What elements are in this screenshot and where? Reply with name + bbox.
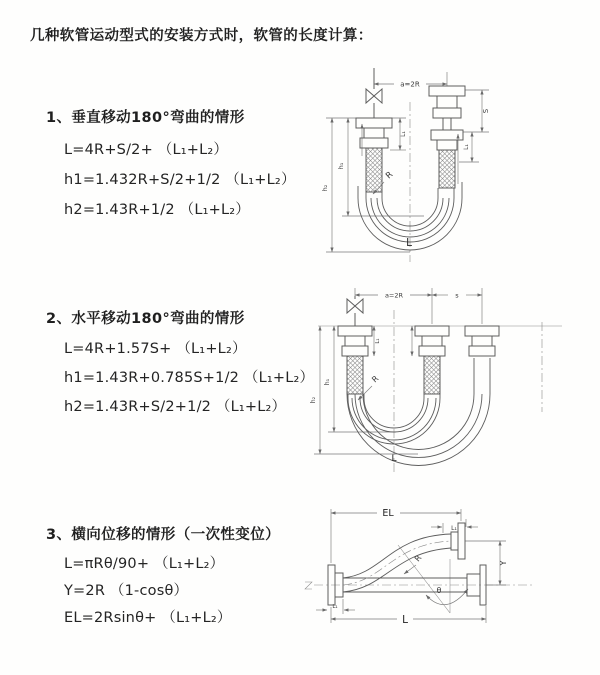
dimension-lines xyxy=(314,288,482,454)
dim-label-h2: h₂ xyxy=(321,184,329,192)
upper-right-flange xyxy=(458,523,465,559)
section1-formula-l: L=4R+S/2+ （L₁+L₂） xyxy=(64,142,229,158)
section3-heading: 3、横向位移的情形（一次性变位） xyxy=(46,527,280,543)
dim-label-s: s xyxy=(455,291,459,300)
radius-label: R xyxy=(412,553,424,564)
angle-theta-label: θ xyxy=(436,586,442,595)
valve-icon xyxy=(366,89,382,103)
page-title: 几种软管运动型式的安装方式时，软管的长度计算： xyxy=(30,28,373,44)
dim-label-l1: L₁ xyxy=(375,338,381,344)
dim-label-l1-right: L₁ xyxy=(463,144,470,150)
centerlines xyxy=(305,582,533,589)
dim-label-el: EL xyxy=(382,508,394,519)
braided-hose-middle xyxy=(424,356,440,394)
section2-formula-l: L=4R+1.57S+ （L₁+L₂） xyxy=(64,341,247,357)
section1-formula-h1: h1=1.432R+S/2+1/2 （L₁+L₂） xyxy=(64,172,296,188)
dim-label-a2r: a=2R xyxy=(400,80,420,89)
dim-label-l1-top: L₁ xyxy=(451,525,457,532)
dim-label-s: S xyxy=(482,108,490,114)
section2-formula-h2: h2=1.43R+S/2+1/2 （L₁+L₂） xyxy=(64,399,287,415)
pipe-fittings xyxy=(338,296,499,394)
radius-label: R xyxy=(384,169,396,182)
dimension-lines xyxy=(316,509,506,623)
radius-label: R xyxy=(370,373,381,385)
diagram1-vertical-180-bend xyxy=(312,66,547,266)
flanges-and-pipes xyxy=(328,523,486,605)
section3-formula-l: L=πRθ/90+ （L₁+L₂） xyxy=(64,556,225,572)
section3-formula-el: EL=2Rsinθ+ （L₁+L₂） xyxy=(64,610,232,626)
centerline-break-symbol xyxy=(305,582,312,589)
dim-label-a2r: a=2R xyxy=(384,291,404,300)
dim-label-l1-left: L₁ xyxy=(332,604,338,610)
u-bend-hoses xyxy=(347,358,490,466)
braided-hose-right xyxy=(439,150,455,188)
dim-label-h1: h₁ xyxy=(337,162,345,170)
diagram3-labels xyxy=(332,508,508,626)
length-label: L xyxy=(391,454,397,464)
length-label: L xyxy=(406,237,412,249)
braided-hose-left xyxy=(366,148,382,192)
section2-formula-h1: h1=1.43R+0.785S+1/2 （L₁+L₂） xyxy=(64,370,315,386)
dim-label-h2: h₂ xyxy=(310,396,317,404)
s-curve-hose xyxy=(343,534,451,592)
diagram1-labels xyxy=(321,81,490,250)
diagram2-horizontal-180-bend xyxy=(310,282,590,477)
valve-icon xyxy=(347,299,363,313)
length-label: L xyxy=(402,614,408,626)
diagram3-lateral-displacement xyxy=(298,503,593,648)
section2-heading: 2、水平移动180°弯曲的情形 xyxy=(46,311,245,327)
braided-hose-left xyxy=(347,356,363,394)
dim-label-h1: h₁ xyxy=(324,378,331,386)
dim-label-l1-left: L₁ xyxy=(400,131,407,137)
dim-label-y: Y xyxy=(499,560,508,566)
section1-heading: 1、垂直移动180°弯曲的情形 xyxy=(46,110,245,126)
section1-formula-h2: h2=1.43R+1/2 （L₁+L₂） xyxy=(64,202,250,218)
section3-formula-y: Y=2R （1-cosθ） xyxy=(64,583,189,599)
dimension-lines xyxy=(326,72,489,252)
